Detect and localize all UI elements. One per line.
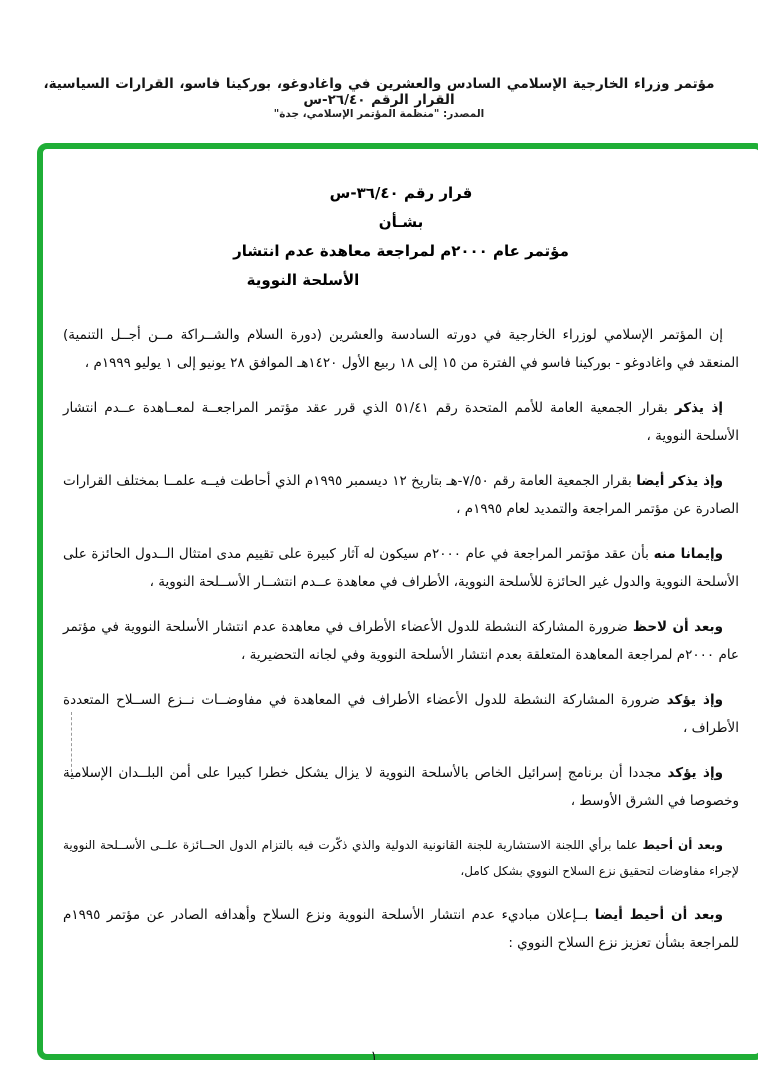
paragraph-lead: وبعد أن لاحظ xyxy=(632,619,723,635)
page-header-citation: مؤتمر وزراء الخارجية الإسلامي السادس والعشرين في واغادوغو، بوركينا فاسو، القرارات السياسية، القرار الرقم ٢٦/٤٠-س xyxy=(43,76,715,108)
paragraph-text: بقرار الجمعية العامة للأمم المتحدة رقم ٥١/٤١ الذي قرر عقد مؤتمر المراجعــة لمعــاهدة عــدم انتشار الأسلحة النووية ، xyxy=(63,400,739,444)
paragraph-lead: وإذ يذكر أيضا xyxy=(636,473,724,489)
paragraph-noting xyxy=(63,613,739,669)
resolution-number: قرار رقم ٣٦/٤٠-س xyxy=(329,184,473,202)
paragraph-taking-note xyxy=(63,832,739,884)
paragraph-reaffirming xyxy=(63,759,739,815)
paragraph-recalling xyxy=(63,394,739,450)
title-regarding: بشـأن xyxy=(378,213,424,231)
scan-artifact-line xyxy=(71,712,72,772)
paragraph-preamble xyxy=(63,321,739,377)
paragraph-text: مجددا أن برنامج إسرائيل الخاص بالأسلحة النووية لا يزال يشكل خطرا كبيرا على أمن البلــدان الإسلامية وخصوصا في الشرق الأوسط ، xyxy=(63,765,739,809)
resolution-title-block xyxy=(63,179,739,295)
paragraph-lead: وإذ يؤكد xyxy=(666,692,723,708)
paragraph-text: بأن عقد مؤتمر المراجعة في عام ٢٠٠٠م سيكون له آثار كبيرة على تقييم مدى امتثال الــدول الحائزة على الأسلحة النووية والدول غير الحائزة للأسلحة النووية، الأطراف في معاهدة عــدم انتشــار الأســلحة النووية ، xyxy=(63,546,739,590)
paragraph-lead: وبعد أن أحيط أيضا xyxy=(594,907,723,923)
paragraph-text: بقرار الجمعية العامة رقم ٧/٥٠-هـ بتاريخ ١٢ ديسمبر ١٩٩٥م الذي أحاطت فيــه علمــا بمختلف القرارات الصادرة عن مؤتمر المراجعة والتمديد لعام ١٩٩٥م ، xyxy=(63,473,739,517)
paragraph-text: علما برأي اللجنة الاستشارية للجنة القانونية الدولية والذي ذكّرت فيه بالتزام الدول الحــائزة علــى الأســلحة النووية لإجراء مفاوضات لتحقيق نزع السلاح النووي بشكل كامل، xyxy=(63,838,739,878)
title-subject-line-2: الأسلحة النووية xyxy=(246,271,360,289)
paragraph-text: إن المؤتمر الإسلامي لوزراء الخارجية في دورته السادسة والعشرين (دورة السلام والشــراكة مــن أجــل التنمية) المنعقد في واغادوغو - بوركينا فاسو في الفترة من ١٥ إلى ١٨ ربيع الأول ١٤٢٠هـ الموافق ٢٨ يونيو إلى ١ يوليو ١٩٩٩م ، xyxy=(63,327,739,371)
paragraph-lead: إذ يذكر xyxy=(674,400,724,416)
source-line: المصدر: "منظمة المؤتمر الإسلامي، جدة" xyxy=(273,108,485,120)
paragraph-text: ضرورة المشاركة النشطة للدول الأعضاء الأطراف في معاهدة عدم انتشار الأسلحة النووية في مؤتمر عام ٢٠٠٠م لمراجعة المعاهدة المتعلقة بعدم انتشار الأسلحة النووية وفي لجانه التحضيرية ، xyxy=(63,619,739,663)
paragraph-lead: وإيمانا منه xyxy=(653,546,724,562)
paragraph-taking-note-also xyxy=(63,901,739,957)
paragraph-lead: وإذ يؤكد xyxy=(667,765,723,781)
page-number: ١ xyxy=(370,1049,378,1064)
paragraph-believing xyxy=(63,540,739,596)
resolution-body xyxy=(63,321,739,957)
paragraph-text: ضرورة المشاركة النشطة للدول الأعضاء الأطراف في المعاهدة في مفاوضــات نــزع الســلاح المتعددة الأطراف ، xyxy=(63,692,739,736)
paragraph-text: بــإعلان مباديء عدم انتشار الأسلحة النووية ونزع السلاح وأهدافه الصادر عن مؤتمر ١٩٩٥م للمراجعة بشأن تعزيز نزع السلاح النووي : xyxy=(63,907,739,951)
paragraph-affirming xyxy=(63,686,739,742)
document-green-frame xyxy=(37,143,758,1060)
paragraph-recalling-also xyxy=(63,467,739,523)
paragraph-lead: وبعد أن أحيط xyxy=(642,838,724,852)
title-subject-line: مؤتمر عام ٢٠٠٠م لمراجعة معاهدة عدم انتشار xyxy=(233,242,569,260)
